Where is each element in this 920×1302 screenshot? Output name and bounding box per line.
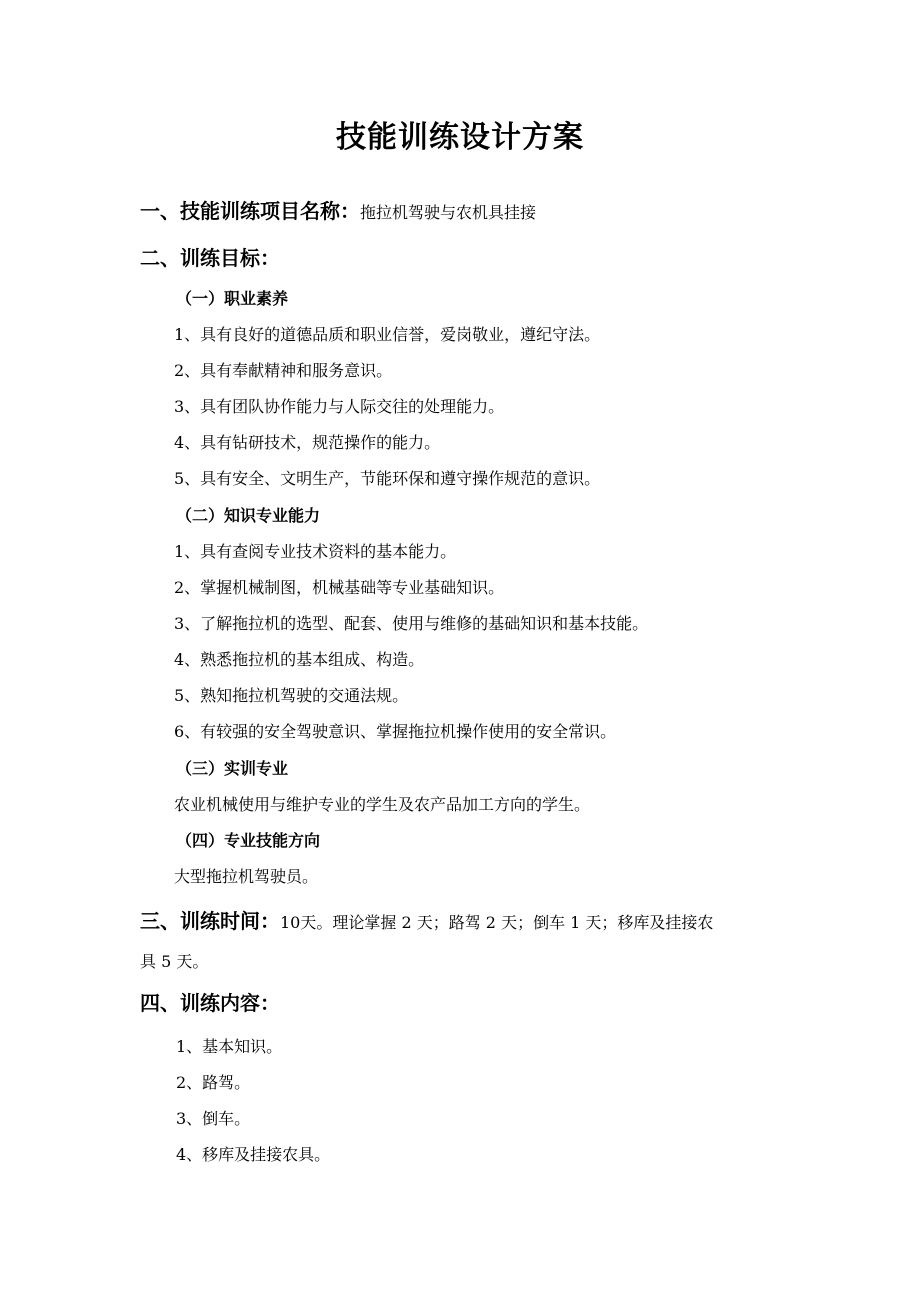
section-2-heading: 二、训练目标： xyxy=(140,246,280,270)
subsection-2-heading: （二）知识专业能力 xyxy=(176,506,321,525)
subsection-2-item: 5、熟知拖拉机驾驶的交通法规。 xyxy=(174,686,409,705)
section-3-continuation: 具 5 天。 xyxy=(140,952,209,971)
subsection-1-item: 4、具有钻研技术，规范操作的能力。 xyxy=(174,433,441,452)
section-4-item: 4、移库及挂接农具。 xyxy=(176,1145,331,1164)
subsection-1-item: 3、具有团队协作能力与人际交往的处理能力。 xyxy=(174,397,505,416)
section-4-item: 1、基本知识。 xyxy=(176,1037,283,1056)
document-title: 技能训练设计方案 xyxy=(336,120,584,155)
subsection-2-item: 2、掌握机械制图，机械基础等专业基础知识。 xyxy=(174,578,505,597)
section-1-line xyxy=(140,198,536,226)
section-3-heading: 三、训练时间： xyxy=(140,909,280,933)
subsection-2-item: 3、了解拖拉机的选型、配套、使用与维修的基础知识和基本技能。 xyxy=(174,614,649,633)
section-4-heading: 四、训练内容： xyxy=(140,991,280,1015)
section-1-heading: 一、技能训练项目名称： xyxy=(140,199,360,223)
section-4-item: 3、倒车。 xyxy=(176,1109,251,1128)
subsection-4-text: 大型拖拉机驾驶员。 xyxy=(174,867,319,886)
section-1-value: 拖拉机驾驶与农机具挂接 xyxy=(360,203,537,222)
section-4-item: 2、路驾。 xyxy=(176,1073,251,1092)
subsection-3-text: 农业机械使用与维护专业的学生及农产品加工方向的学生。 xyxy=(174,795,591,814)
subsection-1-item: 2、具有奉献精神和服务意识。 xyxy=(174,361,393,380)
section-3-line xyxy=(140,908,713,936)
subsection-1-item: 5、具有安全、文明生产，节能环保和遵守操作规范的意识。 xyxy=(174,469,601,488)
subsection-3-heading: （三）实训专业 xyxy=(176,759,289,778)
subsection-2-item: 6、有较强的安全驾驶意识、掌握拖拉机操作使用的安全常识。 xyxy=(174,722,617,741)
subsection-4-heading: （四）专业技能方向 xyxy=(176,831,321,850)
subsection-2-item: 1、具有查阅专业技术资料的基本能力。 xyxy=(174,542,457,561)
subsection-2-item: 4、熟悉拖拉机的基本组成、构造。 xyxy=(174,650,425,669)
subsection-1-item: 1、具有良好的道德品质和职业信誉，爱岗敬业，遵纪守法。 xyxy=(174,325,601,344)
section-3-value: 10天。理论掌握 2 天；路驾 2 天；倒车 1 天；移库及挂接农 xyxy=(280,913,714,932)
subsection-1-heading: （一）职业素养 xyxy=(176,289,289,308)
